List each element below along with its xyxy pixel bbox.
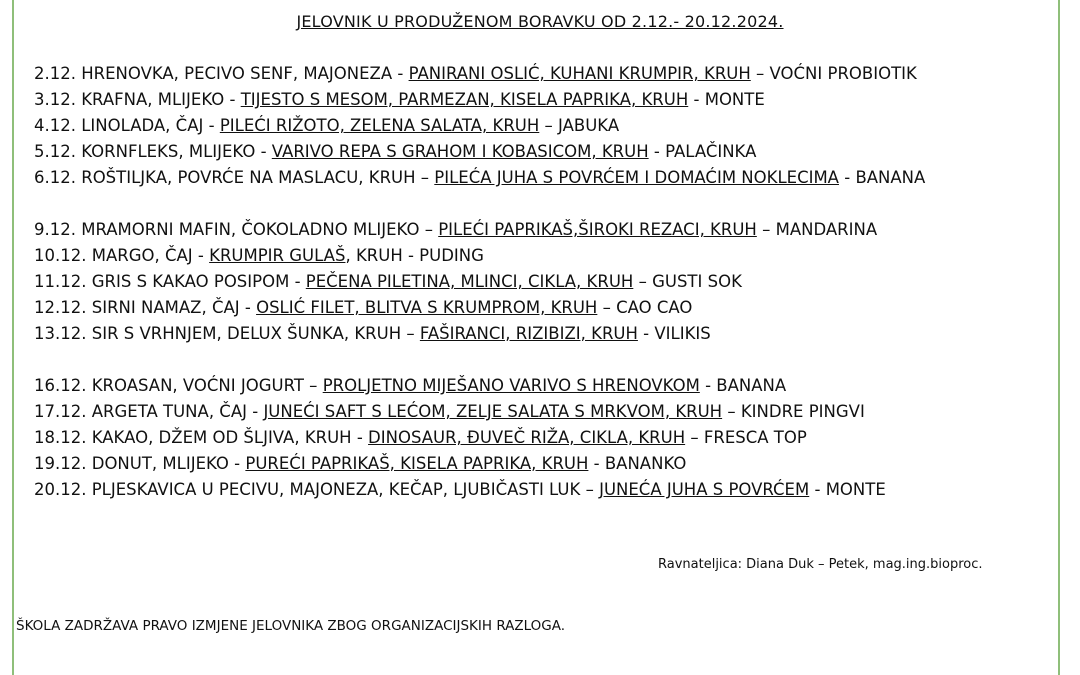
menu-snack: PALAČINKA (665, 142, 757, 161)
menu-breakfast: MARGO, ČAJ (91, 246, 193, 265)
menu-day-row (34, 373, 1064, 399)
menu-breakfast: SIR S VRHNJEM, DELUX ŠUNKA, KRUH (91, 324, 402, 343)
menu-snack: FRESCA TOP (703, 428, 807, 447)
menu-separator: – (722, 402, 741, 421)
menu-date: 12.12. (34, 298, 87, 317)
menu-day-row (34, 399, 1064, 425)
menu-snack: BANANKO (604, 454, 687, 473)
menu-separator: - (637, 324, 655, 343)
menu-separator: – (415, 168, 435, 187)
menu-date: 3.12. (34, 90, 76, 109)
menu-breakfast: DONUT, MLIJEKO (91, 454, 229, 473)
menu-day-row (34, 165, 1064, 191)
menu-lunch: DINOSAUR, ĐUVEČ RIŽA, CIKLA, KRUH (368, 428, 686, 447)
menu-breakfast: KAKAO, DŽEM OD ŠLJIVA, KRUH (91, 428, 352, 447)
menu-separator: - (246, 402, 264, 421)
menu-date: 5.12. (34, 142, 76, 161)
menu-separator: - (648, 142, 666, 161)
menu-day-row (34, 477, 1064, 503)
menu-lunch: TIJESTO S MESOM, PARMEZAN, KISELA PAPRIKA, KRUH (240, 90, 689, 109)
menu-lunch: PANIRANI OSLIĆ, KUHANI KRUMPIR, KRUH (408, 64, 751, 83)
menu-date: 10.12. (34, 246, 87, 265)
menu-breakfast: KORNFLEKS, MLIJEKO (81, 142, 256, 161)
menu-snack: VILIKIS (654, 324, 711, 343)
menu-lunch: VARIVO REPA S GRAHOM I KOBASICOM, KRUH (271, 142, 649, 161)
menu-snack: CAO CAO (616, 298, 693, 317)
menu-date: 9.12. (34, 220, 82, 239)
menu-separator: – (756, 220, 776, 239)
menu-lunch: PILEĆA JUHA S POVRĆEM I DOMAĆIM NOKLECIMA (434, 168, 839, 187)
menu-date: 6.12. (34, 168, 76, 187)
menu-lunch: JUNEĆA JUHA S POVRĆEM (599, 480, 810, 499)
menu-date: 20.12. (34, 480, 92, 499)
menu-snack: GUSTI SOK (652, 272, 742, 291)
menu-separator: , (345, 246, 356, 265)
menu-snack: MANDARINA (775, 220, 878, 239)
menu-separator: - (255, 142, 272, 161)
menu-separator: - (809, 480, 826, 499)
menu-separator: – (685, 428, 704, 447)
menu-separator: - (224, 90, 241, 109)
menu-day-row (34, 243, 1064, 269)
menu-date: 19.12. (34, 454, 92, 473)
menu-snack: KRUH - PUDING (355, 246, 484, 265)
menu-breakfast: ROŠTILJKA, POVRĆE NA MASLACU, KRUH (81, 168, 416, 187)
week-3-menu (34, 373, 1064, 503)
menu-snack: VOĆNI PROBIOTIK (769, 64, 917, 83)
menu-lunch: KRUMPIR GULAŠ (209, 246, 346, 265)
week-2-menu (34, 217, 1064, 347)
menu-date: 4.12. (34, 116, 76, 135)
menu-day-row (34, 113, 1064, 139)
menu-breakfast: LINOLADA, ČAJ (81, 116, 204, 135)
menu-separator: - (688, 90, 705, 109)
menu-snack: MONTE (704, 90, 765, 109)
menu-date: 17.12. (34, 402, 92, 421)
document-title: JELOVNIK U PRODUŽENOM BORAVKU OD 2.12.- 20.12.2024. (296, 12, 784, 31)
menu-day-row (34, 87, 1064, 113)
menu-separator: - (838, 168, 856, 187)
menu-separator: – (401, 324, 420, 343)
menu-separator: – (597, 298, 617, 317)
menu-breakfast: SIRNI NAMAZ, ČAJ (91, 298, 240, 317)
menu-day-row (34, 321, 1064, 347)
menu-lunch: PROLJETNO MIJEŠANO VARIVO S HRENOVKOM (322, 376, 700, 395)
menu-day-row (34, 451, 1064, 477)
menu-lunch: OSLIĆ FILET, BLITVA S KRUMPROM, KRUH (256, 298, 598, 317)
menu-breakfast: PLJESKAVICA U PECIVU, MAJONEZA, KEČAP, LJUBIČASTI LUK (91, 480, 581, 499)
menu-snack: KINDRE PINGVI (740, 402, 865, 421)
menu-day-row (34, 425, 1064, 451)
menu-separator: - (588, 454, 605, 473)
menu-lunch: JUNEĆI SAFT S LEĆOM, ZELJE SALATA S MRKVOM, KRUH (263, 402, 723, 421)
menu-separator: - (203, 116, 220, 135)
menu-day-row (34, 61, 1064, 87)
menu-lunch: PUREĆI PAPRIKAŠ, KISELA PAPRIKA, KRUH (245, 454, 589, 473)
menu-snack: BANANA (716, 376, 787, 395)
menu-separator: - (699, 376, 717, 395)
menu-separator: – (633, 272, 653, 291)
menu-breakfast: KROASAN, VOĆNI JOGURT (91, 376, 304, 395)
menu-separator: - (351, 428, 369, 447)
menu-day-row (34, 217, 1064, 243)
menu-breakfast: HRENOVKA, PECIVO SENF, MAJONEZA (81, 64, 393, 83)
principal-signature: Ravnateljica: Diana Duk – Petek, mag.ing.bioproc. (658, 557, 983, 572)
menu-separator: - (289, 272, 306, 291)
menu-date: 18.12. (34, 428, 92, 447)
menu-lunch: PILEĆI RIŽOTO, ZELENA SALATA, KRUH (219, 116, 540, 135)
menu-date: 13.12. (34, 324, 87, 343)
menu-separator: - (228, 454, 246, 473)
menu-snack: MONTE (825, 480, 886, 499)
menu-separator: - (392, 64, 409, 83)
menu-breakfast: MRAMORNI MAFIN, ČOKOLADNO MLIJEKO (81, 220, 420, 239)
menu-lunch: FAŠIRANCI, RIZIBIZI, KRUH (419, 324, 638, 343)
menu-breakfast: KRAFNA, MLIJEKO (81, 90, 225, 109)
menu-separator: – (419, 220, 439, 239)
menu-date: 11.12. (34, 272, 92, 291)
menu-lunch: PILEĆI PAPRIKAŠ,ŠIROKI REZACI, KRUH (438, 220, 757, 239)
menu-separator: – (750, 64, 770, 83)
menu-snack: BANANA (855, 168, 926, 187)
menu-breakfast: ARGETA TUNA, ČAJ (91, 402, 247, 421)
menu-separator: - (239, 298, 257, 317)
menu-separator: – (580, 480, 600, 499)
menu-day-row (34, 139, 1064, 165)
week-1-menu (34, 61, 1064, 191)
menu-day-row (34, 269, 1064, 295)
menu-date: 16.12. (34, 376, 92, 395)
menu-separator: – (539, 116, 559, 135)
menu-lunch: PEČENA PILETINA, MLINCI, CIKLA, KRUH (305, 272, 634, 291)
menu-separator: - (192, 246, 210, 265)
menu-snack: JABUKA (558, 116, 620, 135)
menu-breakfast: GRIS S KAKAO POSIPOM (91, 272, 290, 291)
menu-day-row (34, 295, 1064, 321)
disclaimer-note: ŠKOLA ZADRŽAVA PRAVO IZMJENE JELOVNIKA ZBOG ORGANIZACIJSKIH RAZLOGA. (16, 618, 566, 634)
menu-separator: – (303, 376, 323, 395)
menu-date: 2.12. (34, 64, 76, 83)
